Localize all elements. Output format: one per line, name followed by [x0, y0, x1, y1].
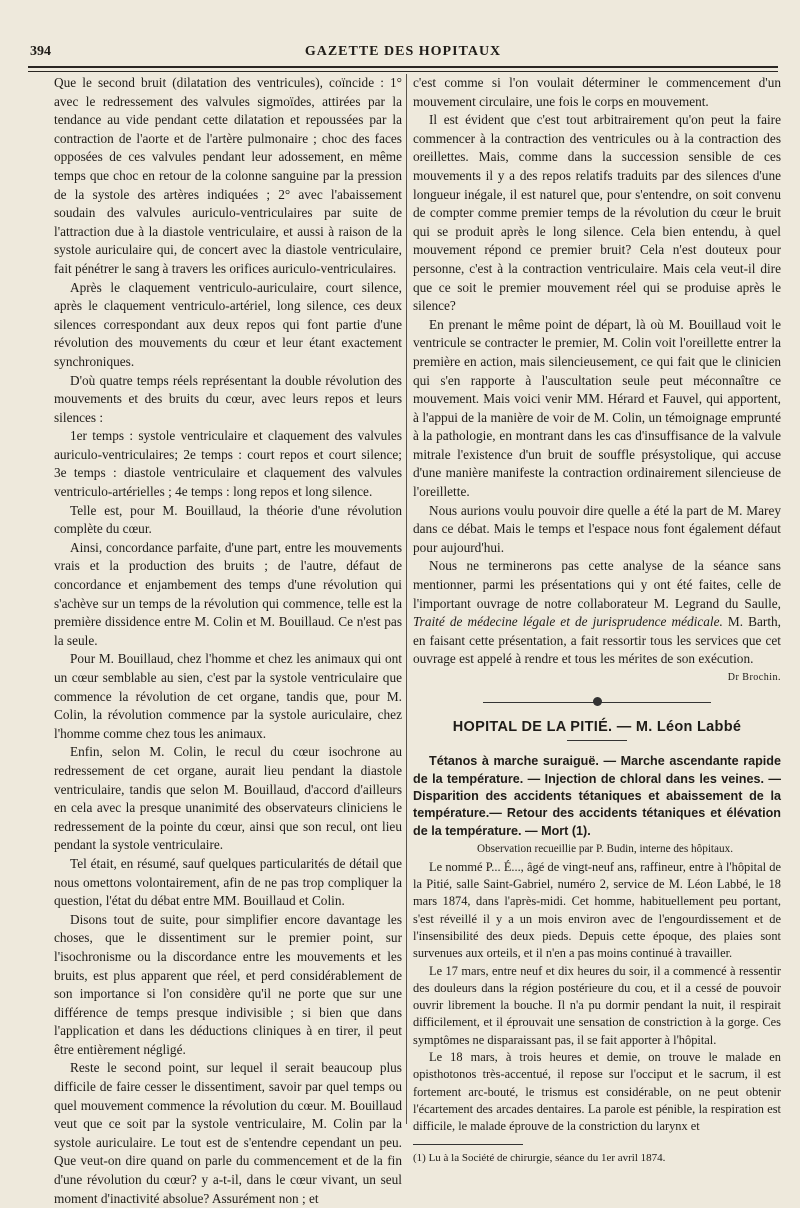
- paragraph: Reste le second point, sur lequel il serait beaucoup plus difficile de faire cesser le dissentiment, savoir par quel temps ou quel mouvement commence la révolution du cœur. M. Bouillaud veut que ce soit par la systole ventriculaire, M. Colin par la systole auriculaire. Le tout est de s'entendre cependant un peu. Que veut-on dire quand on parle du commencement et de la fin d'une révolution du cœur? y a-t-il, dans le cœur vivant, un seul moment d'inactivité absolue? Assurément non ; et: [54, 1060, 402, 1206]
- section-ornament: [413, 696, 781, 708]
- column-divider: [406, 74, 407, 1124]
- running-title: GAZETTE DES HOPITAUX: [304, 44, 502, 59]
- book-title: Traité de médecine légale et de jurisprudence médicale.: [413, 614, 723, 630]
- paragraph: Telle est, pour M. Bouillaud, la théorie d'une révolution complète du cœur.: [54, 502, 402, 537]
- paragraph: Le 17 mars, entre neuf et dix heures du soir, il a commencé à ressentir des douleurs dans la région postérieure du cou, et il a cessé de pouvoir ouvrir librement la bouche. Il n'a pu dormir pendant la nuit, il respirait difficilement, et il éprouvait une sensation de constriction à la gorge. Ces symptômes ne disparaissant pas, il se fait apporter à l'hôpital.: [413, 963, 781, 1047]
- paragraph: Le 18 mars, à trois heures et demie, on trouve le malade en opisthotonos très-accentué, il repose sur l'occiput et le sacrum, il est fortement arc-bouté, le trismus est considérable, on ne peut obtenir l'écartement des arcades dentaires. La parole est pénible, la respiration est difficile, le malade éprouve de la constriction du larynx et: [413, 1050, 781, 1134]
- paragraph: Il est évident que c'est tout arbitrairement qu'on peut la faire commencer à la contraction des ventricules ou à la contraction des oreillettes. Mais, comme dans la succession sensible de ces mouvements il y a des repos relatifs traduits par des silences d'une longueur inégale, il est naturel que, pour s'entendre, on soit convenu de compter comme premier temps de la révolution du cœur le bruit qui se produit après le long silence. Cela bien entendu, à quel mouvement répond ce premier bruit? Cela n'est douteux pour personne, c'est à la contraction ventriculaire. Mais cela veut-il dire que ce soit le premier mouvement réel qui se produise après le silence?: [413, 112, 781, 314]
- paragraph: Le nommé P... É..., âgé de vingt-neuf ans, raffineur, entre à l'hôpital de la Pitié, salle Saint-Gabriel, numéro 2, service de M. Léon Labbé, le 18 mars 1874, dans l'après-midi. Cet homme, habituellement peu portant, s'est réveillé il y a un mois environ avec de l'engourdissement et de l'insensibilité des deux pieds. Depuis cette époque, des plaies sont survenues aux orteils, et il n'en a pas moins continué à travailler.: [413, 859, 781, 961]
- title-underline: [567, 740, 627, 741]
- paragraph: 1er temps : systole ventriculaire et claquement des valvules auriculo-ventriculaires; 2e temps : court repos et court silence; 3e temps : diastole ventriculaire et claquement des valvules ventriculo-artérielles ; 4e temps : long repos et long silence.: [54, 428, 402, 500]
- right-column: [413, 74, 781, 1164]
- footnote: (1) Lu à la Société de chirurgie, séance du 1er avril 1874.: [413, 1151, 666, 1164]
- page-number: 394: [30, 44, 51, 59]
- case-summary: Tétanos à marche suraiguë. — Marche ascendante rapide de la température. — Injection de chloral dans les veines. — Disparition des accidents tétaniques et abaissement de la température.— Retour des accidents tétaniques et élévation de la température. — Mort (1).: [413, 754, 781, 838]
- paragraph: Disons tout de suite, pour simplifier encore davantage les choses, que le dissentiment sur le premier point, sur l'isochronisme ou la discordance entre les mouvements et les bruits, est plus apparent que réel, et perd considérablement de son importance si l'on considère qu'il ne porte que sur une différence de temps presque indivisible ; si bien que dans l'application et dans les déductions cliniques à en tirer, il peut être entièrement négligé.: [54, 911, 402, 1057]
- ornament-dot: [593, 697, 602, 706]
- page-header: [28, 44, 778, 64]
- paragraph: Pour M. Bouillaud, chez l'homme et chez les animaux qui ont un cœur semblable au sien, c'est par la systole ventriculaire que commence la révolution de cet organe, tandis que, pour M. Colin, la révolution commence par la systole auriculaire, chez l'homme comme chez tous les animaux.: [54, 651, 402, 741]
- paragraph: Enfin, selon M. Colin, le recul du cœur isochrone au redressement de cet organe, aurait lieu pendant la diastole ventriculaire, tandis que selon M. Bouillaud, d'accord d'ailleurs en cela avec la presque unanimité des observateurs cliniciens le redressement de la pointe du cœur, ainsi que son recul, ont lieu pendant la systole ventriculaire.: [54, 744, 402, 853]
- paragraph-text: M. Barth, en faisant cette présentation, a fait ressortir tous les services que cet ouvrage est appelé à rendre et tous les mérites de son exécution.: [413, 614, 781, 667]
- paragraph: c'est comme si l'on voulait déterminer le commencement d'un mouvement circulaire, une fois le corps en mouvement.: [413, 75, 781, 109]
- observation-note: Observation recueillie par P. Budin, interne des hôpitaux.: [476, 843, 733, 856]
- paragraph: Nous aurions voulu pouvoir dire quelle a été la part de M. Marey dans ce débat. Mais le temps et l'espace nous font également défaut pour aujourd'hui.: [413, 502, 781, 555]
- footnote-rule: [413, 1144, 523, 1145]
- paragraph: Que le second bruit (dilatation des ventricules), coïncide : 1° avec le redressement des valvules sigmoïdes, attirées par la tendance au vide pendant cette dilatation et repoussées par la contraction de l'aorte et de l'artère pulmonaire ; choc des faces opposées de ces valvules pendant leur adossement, en même temps que choc en retour de la colonne sanguine par la pression de la systole des artères indiquées ; 2° avec l'abaissement soudain des valvules auriculo-ventriculaires par suite de l'attraction due à la diastole ventriculaire, et aussi à raison de la systole auriculaire qui, de concert avec la diastole ventriculaire, fait pénétrer le sang à travers les orifices auriculo-ventriculaires.: [54, 75, 402, 276]
- case-text: [413, 859, 781, 1136]
- paragraph: Ainsi, concordance parfaite, d'une part, entre les mouvements vrais et la production des bruits ; de l'autre, défaut de concordance et enjambement des temps d'une révolution qui s'achève sur un temps de la révolution qui commence, telle est la première dissidence entre M. Colin et M. Bouillaud. Ce n'est pas la seule.: [54, 539, 402, 648]
- paragraph: [413, 557, 781, 669]
- paragraph-text: Nous ne terminerons pas cette analyse de la séance sans mentionner, parmi les présentations qui y ont été faites, celle de l'important ouvrage de notre collaborateur M. Legrand du Saulle,: [413, 558, 781, 611]
- left-column: [54, 74, 402, 1206]
- section-title: HOPITAL DE LA PITIÉ. — M. Léon Labbé: [452, 718, 742, 735]
- paragraph: Après le claquement ventriculo-auriculaire, court silence, après le claquement ventriculo-artériel, long silence, ces deux silences correspondant aux deux repos qui font partie d'une révolution des mouvements du cœur et leur étant exactement synchroniques.: [54, 279, 402, 369]
- paragraph: En prenant le même point de départ, là où M. Bouillaud voit le ventricule se contracter le premier, M. Colin voit l'oreillette entrer la première en action, mais silencieusement, ce qui fait que le clinicien qui s'en rapporte à l'auscultation seule peut méconnaître ce mouvement. Mais voici venir MM. Hérard et Fauvel, qui apportent, à l'appui de la manière de voir de M. Colin, un témoignage emprunté à la pathologie, en montrant dans les cas d'insuffisance de la valvule mitrale l'existence d'un bruit de souffle présystolique, qui accuse d'une manière manifeste la contraction ordinairement silencieuse de l'oreillette.: [413, 316, 781, 500]
- header-rule: [28, 66, 778, 72]
- author-signature: Dr Brochin.: [727, 672, 781, 683]
- paragraph: Tel était, en résumé, sauf quelques particularités de détail que nous omettons volontairement, afin de ne pas trop compliquer la question, l'état du débat entre MM. Bouillaud et Colin.: [54, 855, 402, 909]
- paragraph: D'où quatre temps réels représentant la double révolution des mouvements et des bruits du cœur, avec leurs repos et leurs silences :: [54, 372, 402, 425]
